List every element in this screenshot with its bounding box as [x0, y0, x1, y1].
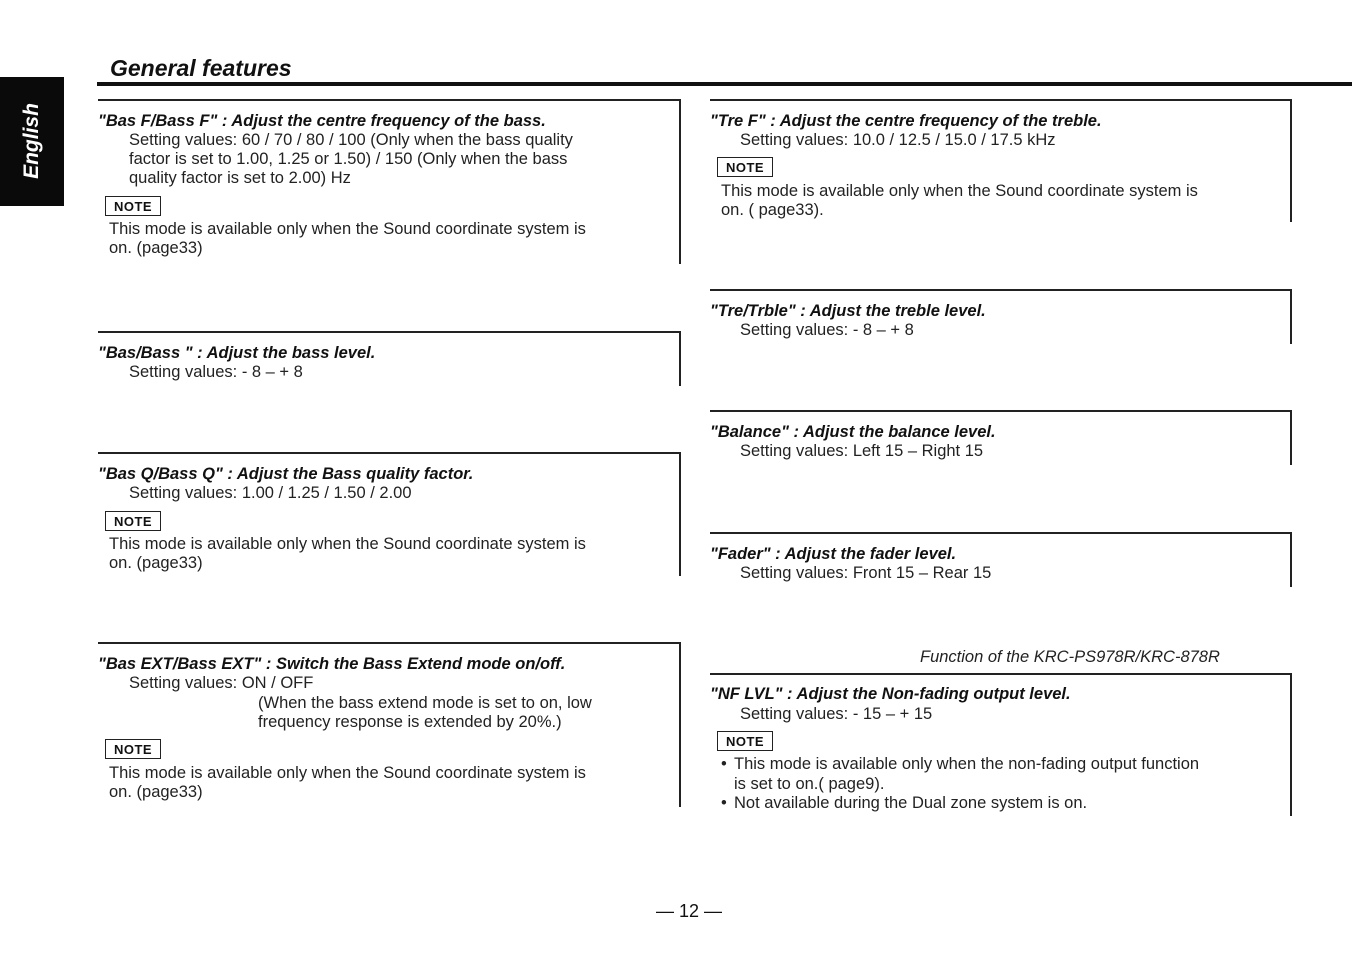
bullet-text: This mode is available only when the non-fading output function: [734, 755, 1200, 773]
note-badge: NOTE: [105, 196, 161, 216]
note-text: on. (page33): [109, 554, 203, 572]
setting-line: quality factor is set to 2.00) Hz: [129, 169, 351, 187]
note-badge: NOTE: [717, 731, 773, 751]
note-text: This mode is available only when the Sound coordinate system is: [109, 220, 586, 238]
note-badge: NOTE: [105, 739, 161, 759]
bullet-dot: •: [721, 755, 727, 773]
setting-line: Setting values: ON / OFF: [129, 674, 314, 692]
bullet-text: is set to on.( page9).: [734, 775, 885, 793]
setting-detail: frequency response is extended by 20%.): [258, 713, 562, 731]
setting-line: Setting values: - 8 – + 8: [740, 321, 914, 339]
section-heading: "Tre/Trble" : Adjust the treble level.: [710, 302, 986, 320]
setting-line: Setting values: 60 / 70 / 80 / 100 (Only when the bass quality: [129, 131, 573, 149]
page-title: General features: [110, 55, 292, 81]
setting-line: factor is set to 1.00, 1.25 or 1.50) / 150 (Only when the bass: [129, 150, 568, 168]
note-text: on. (page33): [109, 783, 203, 801]
setting-detail: (When the bass extend mode is set to on, low: [258, 694, 592, 712]
section-heading: "Tre F" : Adjust the centre frequency of the treble.: [710, 112, 1102, 130]
section-heading: "Fader" : Adjust the fader level.: [710, 545, 957, 563]
section-heading: "Bas EXT/Bass EXT" : Switch the Bass Extend mode on/off.: [98, 655, 566, 673]
note-text: on. ( page33).: [721, 201, 824, 219]
bullet-text: Not available during the Dual zone system is on.: [734, 794, 1088, 812]
page-number: — 12 —: [656, 901, 723, 921]
note-badge: NOTE: [717, 157, 773, 177]
note-text: This mode is available only when the Sound coordinate system is: [721, 182, 1198, 200]
setting-line: Setting values: - 15 – + 15: [740, 705, 933, 723]
language-tab-label: English: [20, 103, 43, 179]
bullet-dot: •: [721, 794, 727, 812]
section-heading: "NF LVL" : Adjust the Non-fading output level.: [710, 685, 1071, 703]
section-heading: "Bas Q/Bass Q" : Adjust the Bass quality factor.: [98, 465, 474, 483]
function-caption: Function of the KRC-PS978R/KRC-878R: [920, 648, 1220, 666]
setting-line: Setting values: Front 15 – Rear 15: [740, 564, 992, 582]
note-text: This mode is available only when the Sound coordinate system is: [109, 535, 586, 553]
title-rule: [97, 82, 1352, 86]
setting-line: Setting values: Left 15 – Right 15: [740, 442, 984, 460]
section-heading: "Bas F/Bass F" : Adjust the centre frequency of the bass.: [98, 112, 546, 130]
setting-line: Setting values: - 8 – + 8: [129, 363, 303, 381]
setting-line: Setting values: 1.00 / 1.25 / 1.50 / 2.00: [129, 484, 412, 502]
section-heading: "Bas/Bass " : Adjust the bass level.: [98, 344, 376, 362]
note-badge: NOTE: [105, 511, 161, 531]
language-tab: [0, 77, 64, 206]
section-heading: "Balance" : Adjust the balance level.: [710, 423, 996, 441]
setting-line: Setting values: 10.0 / 12.5 / 15.0 / 17.5 kHz: [740, 131, 1056, 149]
note-text: This mode is available only when the Sound coordinate system is: [109, 764, 586, 782]
note-text: on. (page33): [109, 239, 203, 257]
